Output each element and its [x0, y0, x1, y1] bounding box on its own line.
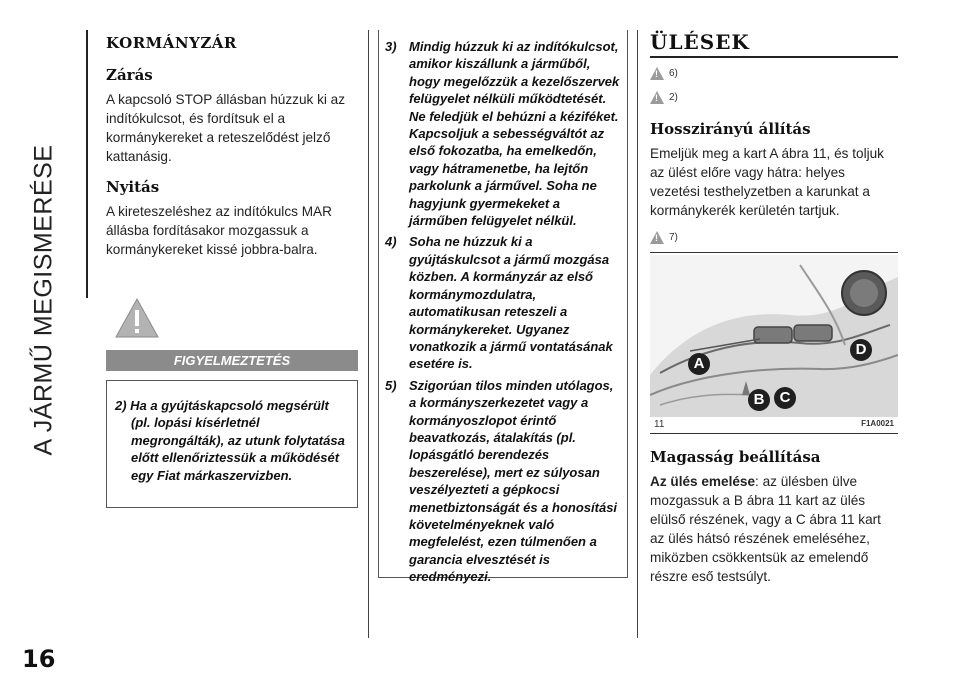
subheading-longitudinal: Hosszirányú állítás	[650, 120, 811, 138]
warning-ref-7-text: 7)	[669, 231, 678, 243]
warning-item-4-text: Soha ne húzzuk ki a gyújtáskulcsot a jármű mozgása közben. A kormányzár az első kormánymozdulatra, automatikusan reteszeli a kormánykereket. Ugyanez vonatkozik a jármű vontatásának esetére is.	[409, 234, 613, 372]
paragraph-unlock: A kireteszeléshez az indítókulcs MAR állásba fordításakor mozgassuk a kormánykereket kissé jobbra-balra.	[106, 204, 332, 257]
warning-content-frame	[106, 380, 358, 508]
column-1	[106, 34, 358, 259]
warning-item-5-text: Szigorúan tilos minden utólagos, a kormányszerkezetet vagy a kormányoszlopot érintő beavatkozás, átalakítás (pl. lopásgátló berendezés beszerelése), mert ez súlyosan veszélyezteti a gépkocsi menetbiztonságát és a honosítási követelményeknek való megfelelést, ezen túlmenően a garancia elvesztését is eredményezi.	[409, 377, 618, 585]
warning-ref-6-text: 6)	[669, 67, 678, 79]
figure-11	[650, 252, 898, 434]
warning-box	[106, 296, 358, 508]
warning-title-bar	[106, 350, 358, 371]
warning-item-3-text: Mindig húzzuk ki az indítókulcsot, amikor kiszállunk a járműből, hogy megelőzzük a kezelőszervek felügyelet nélküli működtetését. Ne feledjük el behúzni a kéziféket. Kapcsoljuk a sebességváltót az első fokozatba, ha emelkedőn, vagy hátramenetbe, ha lejtőn parkolunk a járművel. Soha ne hagyjunk gyermekeket a járműben felügyelet nélkül.	[409, 39, 620, 229]
figure-label-b: B	[748, 389, 770, 411]
warning-item-5-num: 5)	[385, 377, 397, 393]
side-chapter-title-text: A JÁRMŰ MEGISMERÉSE	[29, 144, 58, 456]
warning-item-5	[385, 377, 621, 586]
page-number: 16	[22, 645, 56, 673]
column-3	[650, 30, 898, 586]
warning-ref-6	[650, 64, 898, 82]
column-divider-2	[637, 30, 638, 638]
subheading-lock: Zárás	[106, 66, 153, 84]
warning-item-3	[385, 38, 621, 229]
small-warning-icon	[650, 231, 664, 244]
section-heading-steering-lock: KORMÁNYZÁR	[106, 34, 237, 52]
column-divider-1	[368, 30, 369, 638]
warning-triangle-icon	[113, 296, 161, 340]
figure-label-a: A	[688, 353, 710, 375]
warning-item-4	[385, 233, 621, 372]
paragraph-height-bold-lead: Az ülés emelése	[650, 474, 756, 489]
warning-item-3-num: 3)	[385, 39, 397, 54]
side-chapter-bar	[86, 30, 88, 298]
warning-item-4-num: 4)	[385, 234, 397, 250]
small-warning-icon	[650, 91, 664, 104]
paragraph-height-adjust	[650, 472, 898, 586]
warning-item-2: 2) Ha a gyújtáskapcsoló megsérült (pl. lopási kísérletnél megrongálták), az utunk folytatása előtt ellenőriztessük a működését egy Fiat márkaszervizben.	[115, 398, 345, 483]
figure-number: 11	[654, 419, 665, 430]
figure-label-c: C	[774, 387, 796, 409]
figure-label-d: D	[850, 339, 872, 361]
subheading-height-adjust: Magasság beállítása	[650, 448, 821, 466]
section-heading-seats: ÜLÉSEK	[650, 30, 750, 54]
subheading-unlock: Nyitás	[106, 178, 160, 196]
column-2-warning-list	[378, 30, 628, 585]
paragraph-height-rest: : az ülésben ülve mozgassuk a B ábra 11 kart az ülés elülső részének, vagy a C ábra 11 kart az ülés hátsó részének emeléséhez, miközben csökkentsük az emelendő részre eső testsúlyt.	[650, 474, 881, 584]
paragraph-lock: A kapcsoló STOP állásban húzzuk ki az indítókulcsot, és fordítsuk el a kormánykereket a reteszelődést jelző kattanásig.	[106, 92, 346, 164]
warning-ref-2-text: 2)	[669, 91, 678, 103]
paragraph-longitudinal: Emeljük meg a kart A ábra 11, és toljuk az ülést előre vagy hátra: helyes vezetési testhelyzetben a karunkat a kormánykerék kerületén tartjuk.	[650, 146, 884, 218]
warning-title: FIGYELMEZTETÉS	[173, 353, 291, 368]
seats-heading-rule	[650, 56, 898, 58]
figure-code: F1A0021	[861, 419, 894, 428]
warning-ref-2	[650, 88, 898, 106]
small-warning-icon	[650, 67, 664, 80]
warning-ref-7	[650, 228, 898, 246]
